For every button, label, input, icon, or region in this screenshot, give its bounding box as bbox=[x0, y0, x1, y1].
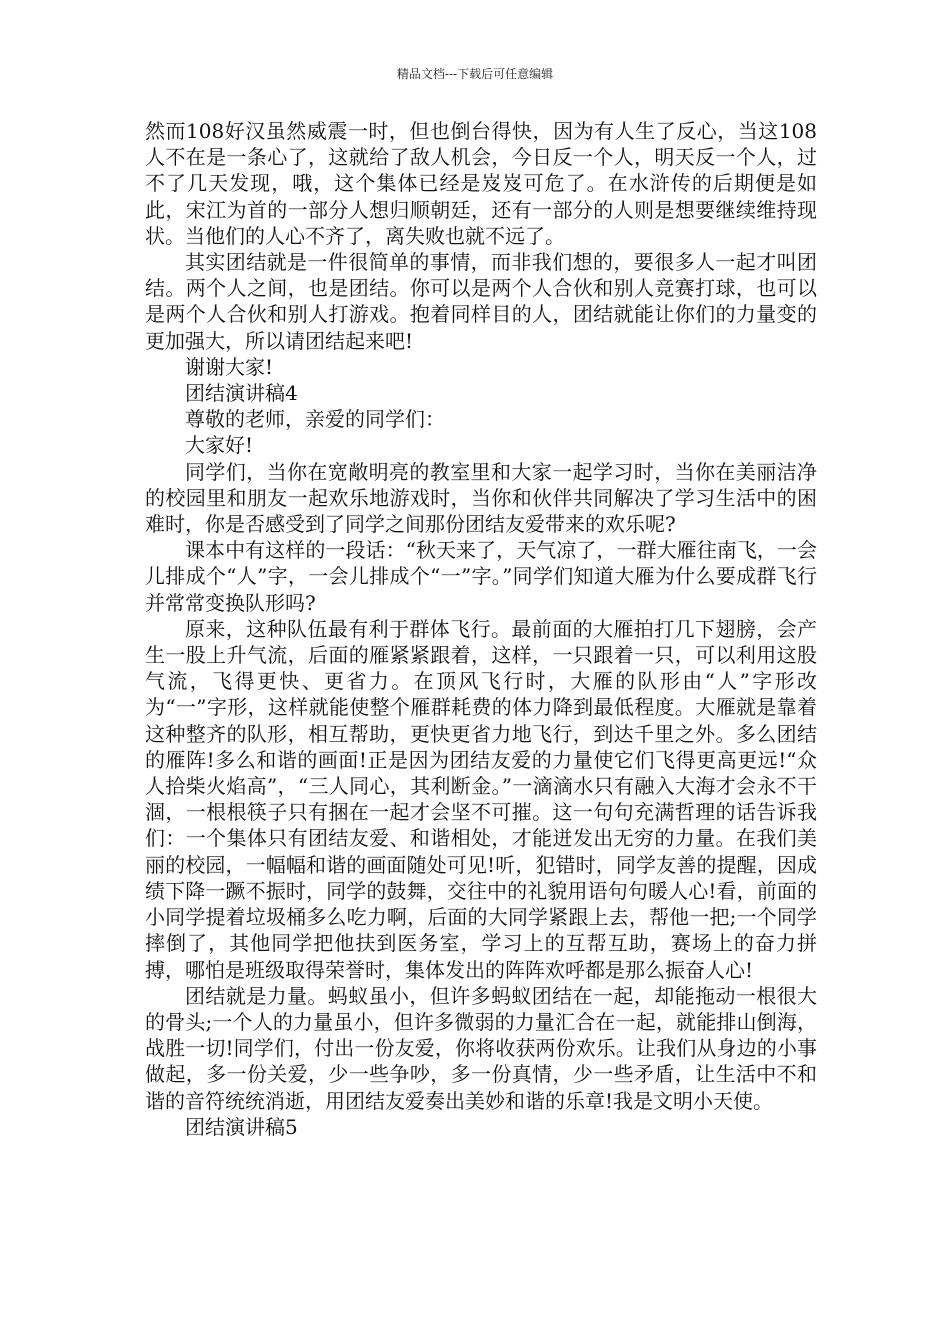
greeting: 大家好! bbox=[185, 433, 254, 458]
page-header: 精品文档---下载后可任意编辑 bbox=[396, 67, 554, 81]
paragraph-continuation: 然而108好汉虽然威震一时，但也倒台得快，因为有人生了反心，当这108人不在是一条心了，这就给了敌人机会，今日反一个人，明天反一个人，过不了几天发现，哦，这个集体已经是岌岌可危了。在水浒传的后期便是如此，宋江为首的一部分人想归顺朝廷，还有一部分的人则是想要继续维持现状。当他们的人心不齐了，离失败也就不远了。 bbox=[145, 119, 817, 248]
speech-title-5: 团结演讲稿5 bbox=[185, 1114, 298, 1139]
paragraph-textbook: 课本中有这样的一段话：“秋天来了，天气凉了，一群大雁往南飞，一会儿排成个“人”字，一会儿排成个“一”字。”同学们知道大雁为什么要成群飞行并常常变换队形吗? bbox=[145, 538, 817, 615]
salutation: 尊敬的老师，亲爱的同学们： bbox=[185, 407, 445, 432]
document-body bbox=[145, 118, 817, 1140]
paragraph-wild-geese: 原来，这种队伍最有利于群体飞行。最前面的大雁拍打几下翅膀，会产生一股上升气流，后面的雁紧紧跟着，这样，一只跟着一只，可以利用这股气流，飞得更快、更省力。在顶风飞行时，大雁的队形由“人”字形改为“一”字形，这样就能使整个雁群耗费的体力降到最低程度。大雁就是靠着这种整齐的队形，相互帮助，更快更省力地飞行，到达千里之外。多么团结的雁阵!多么和谐的画面!正是因为团结友爱的力量使它们飞得更高更远!“众人拾柴火焰高”，“三人同心，其利断金。”一滴滴水只有融入大海才会永不干涸，一根根筷子只有捆在一起才会坚不可摧。这一句句充满哲理的话告诉我们：一个集体只有团结友爱、和谐相处，才能迸发出无穷的力量。在我们美丽的校园，一幅幅和谐的画面随处可见!听，犯错时，同学友善的提醒，因成绩下降一蹶不振时，同学的鼓舞，交往中的礼貌用语句句暖人心!看，前面的小同学提着垃圾桶多么吃力啊，后面的大同学紧跟上去，帮他一把;一个同学摔倒了，其他同学把他扶到医务室，学习上的互帮互助，赛场上的奋力拼搏，哪怕是班级取得荣誉时，集体发出的阵阵欢呼都是那么振奋人心! bbox=[145, 616, 817, 982]
paragraph-classmates: 同学们，当你在宽敞明亮的教室里和大家一起学习时，当你在美丽洁净的校园里和朋友一起欢乐地游戏时，当你和伙伴共同解决了学习生活中的困难时，你是否感受到了同学之间那份团结友爱带来的欢乐呢? bbox=[145, 459, 817, 537]
paragraph-thanks: 谢谢大家! bbox=[185, 354, 274, 379]
speech-title-4: 团结演讲稿4 bbox=[185, 381, 298, 406]
paragraph-unity-simple: 其实团结就是一件很简单的事情，而非我们想的，要很多人一起才叫团结。两个人之间，也是团结。你可以是两个人合伙和别人竞赛打球，也可以是两个人合伙和别人打游戏。抱着同样目的人，团结就能让你们的力量变的更加强大，所以请团结起来吧! bbox=[145, 250, 817, 353]
paragraph-unity-strength: 团结就是力量。蚂蚁虽小，但许多蚂蚁团结在一起，却能拖动一根很大的骨头;一个人的力量虽小，但许多微弱的力量汇合在一起，就能排山倒海，战胜一切!同学们，付出一份友爱，你将收获两份欢乐。让我们从身边的小事做起，多一份关爱，少一些争吵，多一份真情，少一些矛盾，让生活中不和谐的音符统统消逝，用团结友爱奏出美妙和谐的乐章!我是文明小天使。 bbox=[145, 983, 817, 1113]
